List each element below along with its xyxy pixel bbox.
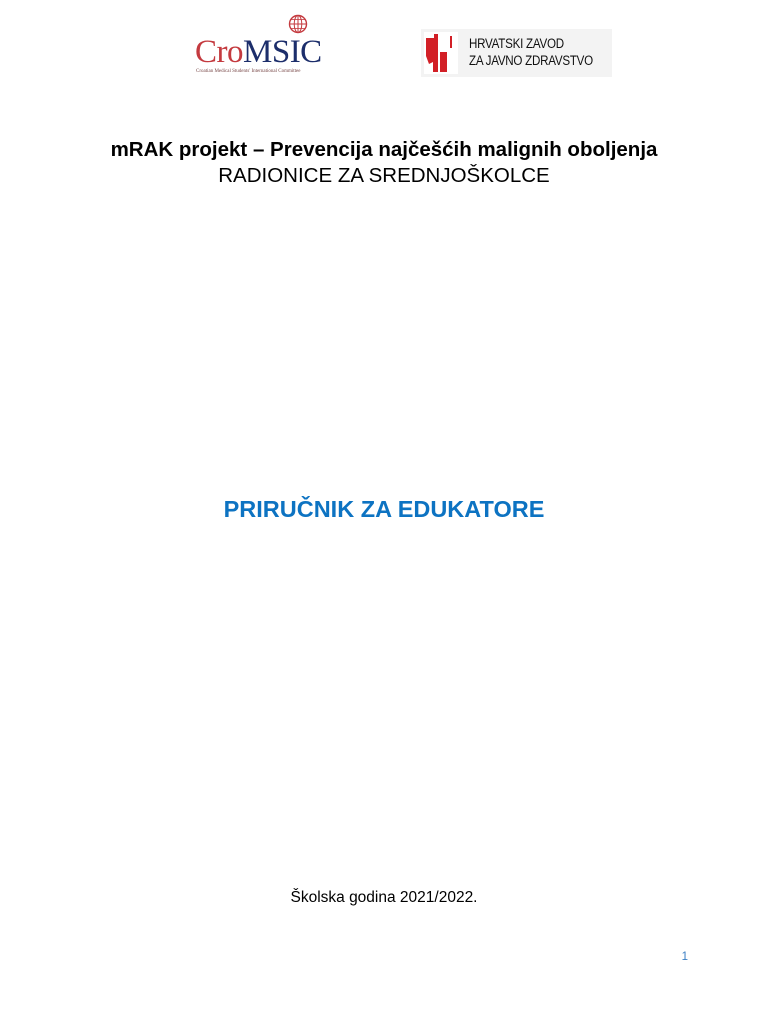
cromsic-logo — [192, 14, 332, 76]
page-number: 1 — [681, 951, 688, 963]
document-title: mRAK projekt – Prevencija najčešćih malignih oboljenja — [110, 138, 658, 161]
cromsic-tagline: Croatian Medical Students' International Committee — [196, 69, 301, 74]
title-block — [80, 137, 688, 189]
manual-title: PRIRUČNIK ZA EDUKATORE — [223, 496, 545, 522]
hzjz-name-line-1: HRVATSKI ZAVOD — [469, 36, 564, 51]
hzjz-name-line-2: ZA JAVNO ZDRAVSTVO — [469, 53, 593, 68]
hzjz-mark-icon — [424, 32, 458, 74]
cromsic-wordmark: CroMSIC — [195, 34, 322, 70]
document-subtitle: RADIONICE ZA SREDNJOŠKOLCE — [218, 164, 550, 187]
globe-icon — [288, 14, 308, 34]
hzjz-logo — [421, 29, 612, 77]
school-year: Školska godina 2021/2022. — [290, 889, 478, 906]
